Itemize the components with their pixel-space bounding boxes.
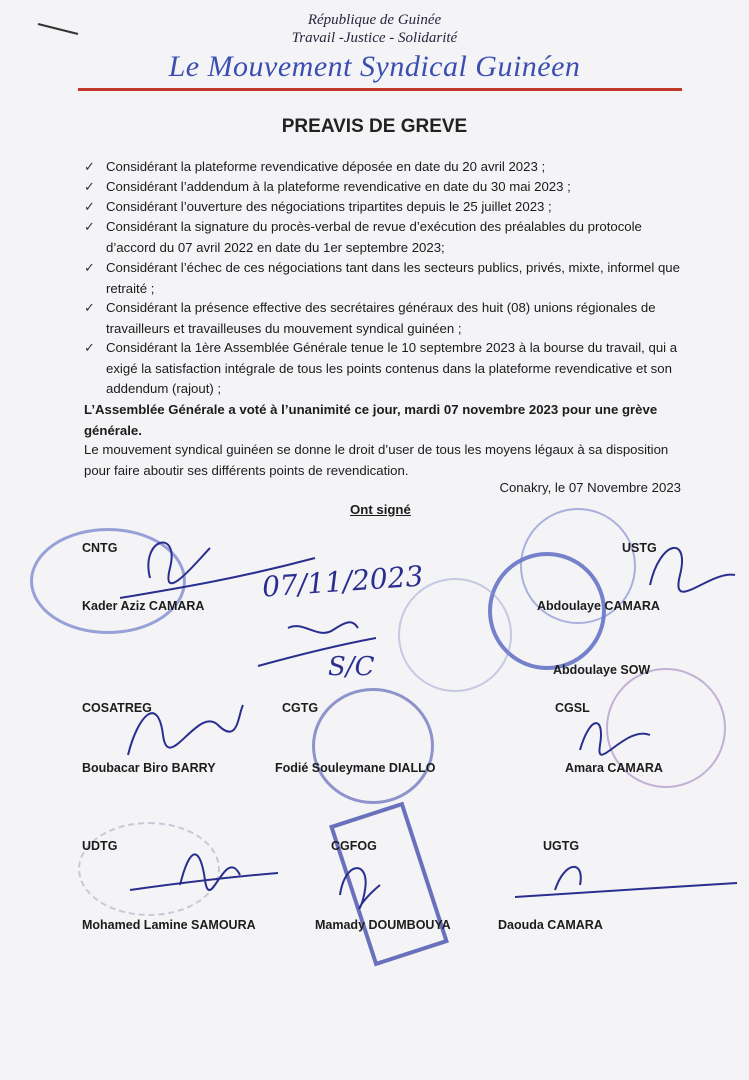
signatory-name: Mohamed Lamine SAMOURA bbox=[82, 918, 256, 932]
org-label: UDTG bbox=[82, 839, 118, 853]
signatory-name: Amara CAMARA bbox=[565, 761, 663, 775]
check-icon: ✓ bbox=[84, 340, 95, 355]
check-icon: ✓ bbox=[84, 219, 95, 234]
org-label: CGFOG bbox=[331, 839, 377, 853]
list-item: ✓ Considérant la présence effective des secrétaires généraux des huit (08) unions régionales de travailleurs et travailleuses du mouvement syndical guinéen ; bbox=[84, 300, 656, 336]
check-icon: ✓ bbox=[84, 199, 95, 214]
list-item: ✓ Considérant la signature du procès-verbal de revue d’exécution des préalables du protocole d’accord du 07 avril 2022 en date du 1er septembre 2023; bbox=[84, 219, 642, 255]
org-label: USTG bbox=[622, 541, 657, 555]
signature-cgfog bbox=[330, 855, 390, 920]
list-item: ✓ Considérant l’échec de ces négociations tant dans les secteurs publics, privés, mixte, informel que retraité ; bbox=[84, 260, 680, 296]
org-label: COSATREG bbox=[82, 701, 152, 715]
check-icon: ✓ bbox=[84, 179, 95, 194]
org-label: UGTG bbox=[543, 839, 580, 853]
place-date: Conakry, le 07 Novembre 2023 bbox=[499, 480, 681, 495]
org-label: CNTG bbox=[82, 541, 118, 555]
list-item: ✓ Considérant l’addendum à la plateforme revendicative en date du 30 mai 2023 ; bbox=[106, 177, 682, 198]
signatory-name: Fodié Souleymane DIALLO bbox=[275, 761, 436, 775]
brand-title: Le Mouvement Syndical Guinéen bbox=[168, 50, 581, 83]
check-icon: ✓ bbox=[84, 260, 95, 275]
handwritten-date: 07/11/2023 bbox=[261, 559, 425, 604]
signatory-name: Kader Aziz CAMARA bbox=[82, 599, 205, 613]
check-icon: ✓ bbox=[84, 159, 95, 174]
signatory-name: Daouda CAMARA bbox=[498, 918, 603, 932]
document-title: PREAVIS DE GREVE bbox=[281, 116, 468, 137]
signature-ugtg bbox=[515, 855, 740, 910]
signatory-name: Mamady DOUMBOUYA bbox=[315, 918, 451, 932]
statement-text: Le mouvement syndical guinéen se donne le droit d’user de tous les moyens légaux à sa disposition pour faire aboutir ses différents points de revendication. bbox=[84, 442, 669, 478]
signed-label: Ont signé bbox=[350, 502, 411, 517]
resolution-text: L’Assemblée Générale a voté à l’unanimité ce jour, mardi 07 novembre 2023 pour une grève générale. bbox=[84, 402, 658, 438]
cgtg-stamp bbox=[312, 688, 434, 804]
signatory-name: Boubacar Biro BARRY bbox=[82, 761, 216, 775]
header-divider bbox=[78, 88, 682, 91]
org-label: CGTG bbox=[282, 701, 319, 715]
ministry-stamp bbox=[398, 578, 512, 692]
check-icon: ✓ bbox=[84, 300, 95, 315]
header-country: République de Guinée bbox=[307, 12, 442, 28]
signatory-name: Abdoulaye SOW bbox=[553, 663, 651, 677]
list-item: ✓ Considérant la plateforme revendicative déposée en date du 20 avril 2023 ; bbox=[106, 157, 682, 178]
org-label: CGSL bbox=[555, 701, 590, 715]
signature-udtg bbox=[130, 835, 280, 900]
header-motto: Travail -Justice - Solidarité bbox=[291, 30, 458, 46]
list-item: ✓ Considérant l’ouverture des négociations tripartites depuis le 25 juillet 2023 ; bbox=[106, 197, 682, 218]
handwritten-initials: S/C bbox=[328, 652, 375, 682]
list-item: ✓ Considérant la 1ère Assemblée Générale tenue le 10 septembre 2023 à la bourse du travail, qui a exigé la satisfaction intégrale de tous les points contenus dans la plateforme revendicative et son addendum (rajout) ; bbox=[84, 340, 678, 396]
signatory-name: Abdoulaye CAMARA bbox=[537, 599, 660, 613]
